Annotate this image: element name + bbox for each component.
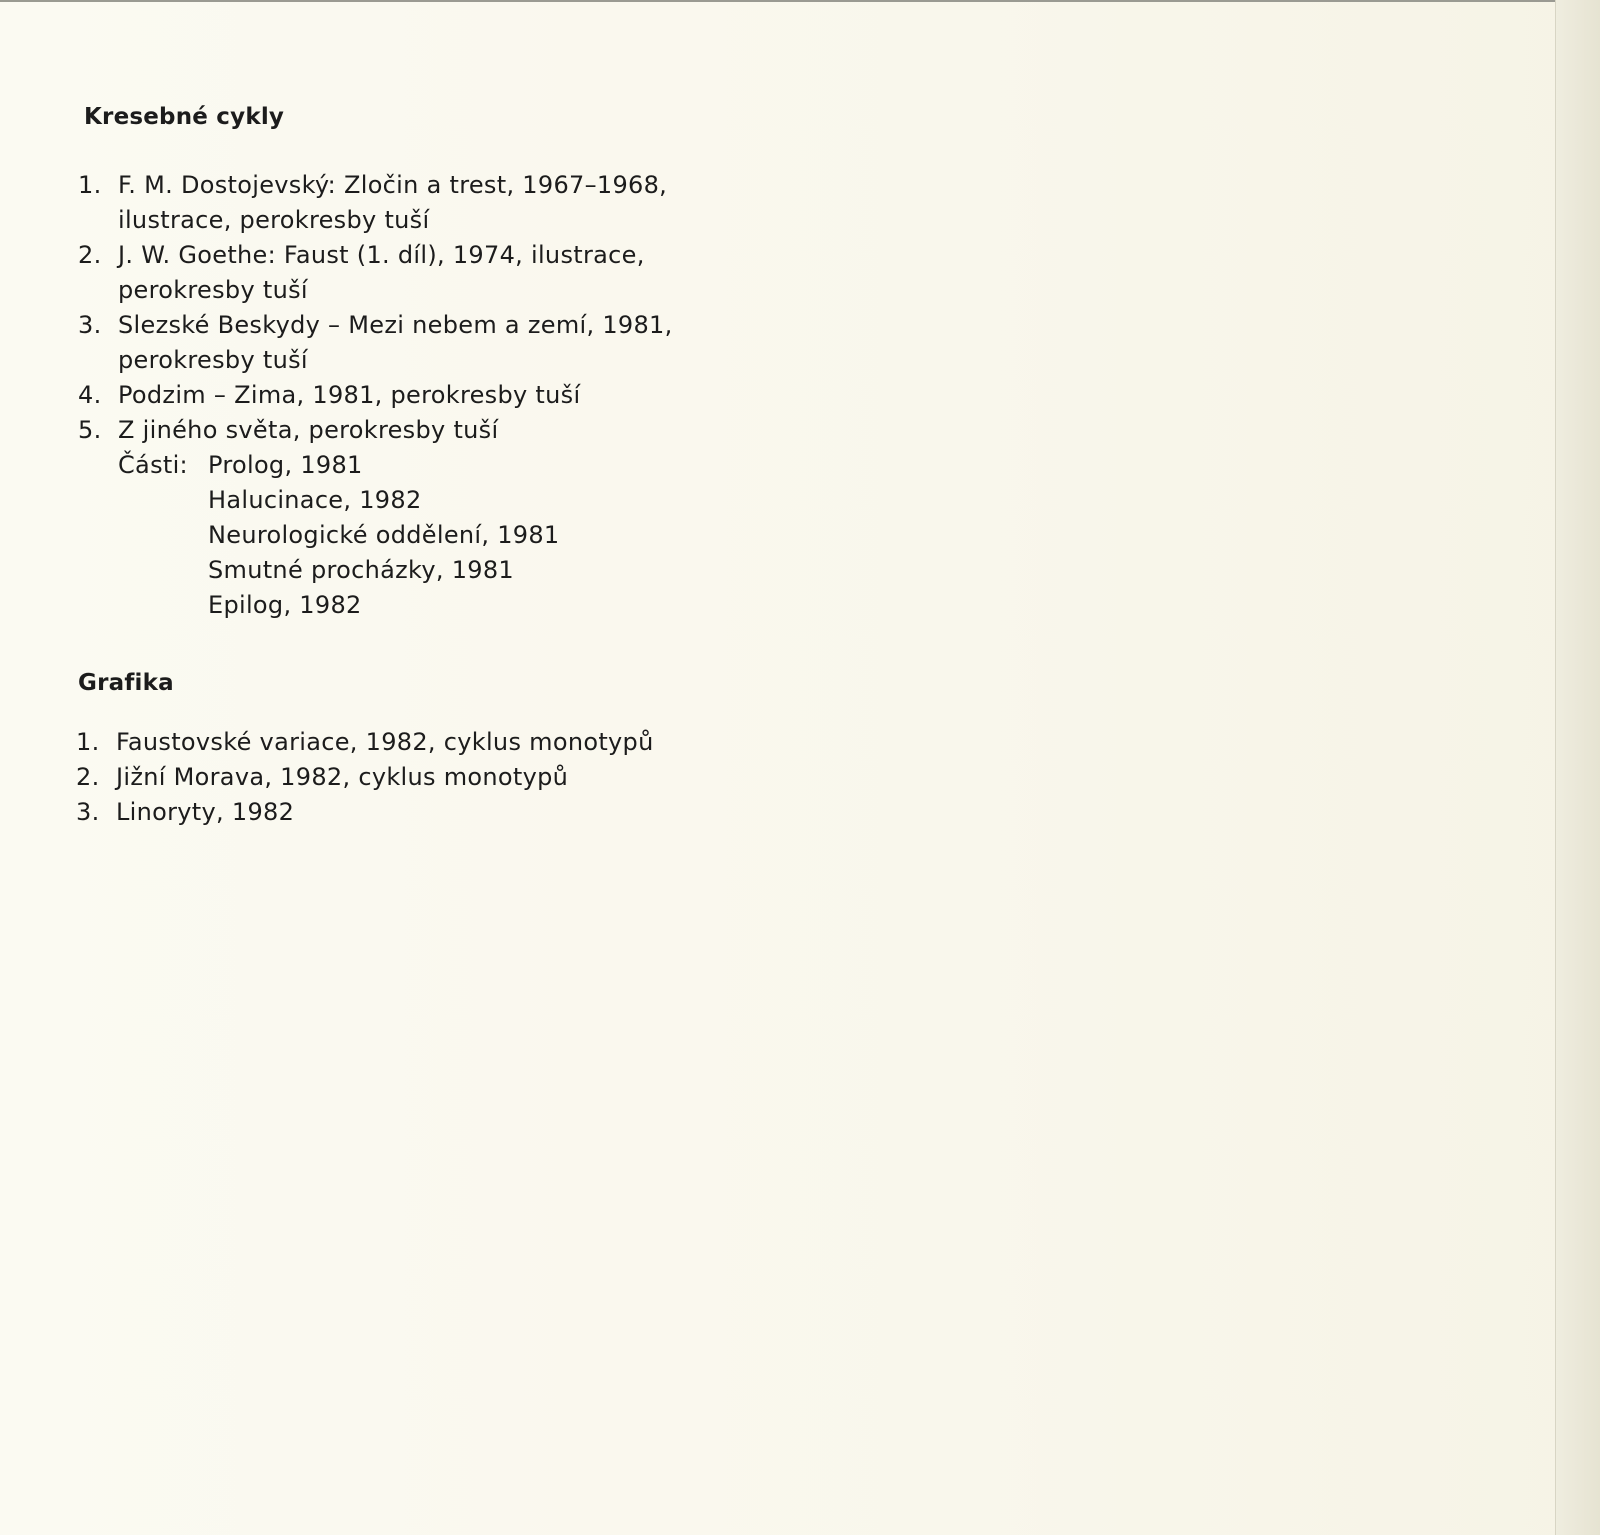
list-item [76,795,956,830]
item-text: Z jiného světa, perokresby tuší [118,416,499,444]
item-text: Faustovské variace, 1982, cyklus monotypů [116,728,654,756]
list-item [78,238,958,308]
part-entry: Neurologické oddělení, 1981 [208,521,560,549]
item-number: 1. [78,171,102,199]
item-text: perokresby tuší [118,346,308,374]
drawing-cycles-list [78,168,958,623]
parts-list [78,448,958,623]
item-number: 3. [78,311,102,339]
item-number: 5. [78,416,102,444]
item-text: ilustrace, perokresby tuší [118,206,430,234]
item-text: perokresby tuší [118,276,308,304]
list-item [78,168,958,238]
list-item [78,308,958,378]
section-title-drawing-cycles: Kresebné cykly [84,104,285,130]
parts-label: Části: [118,451,188,479]
item-text: J. W. Goethe: Faust (1. díl), 1974, ilustrace, [118,241,645,269]
list-item [78,413,958,448]
item-text: F. M. Dostojevský: Zločin a trest, 1967–1968, [118,171,668,199]
item-text: Linoryty, 1982 [116,798,295,826]
item-number: 2. [78,241,102,269]
item-number: 4. [78,381,102,409]
page-edge [1555,0,1600,1535]
part-entry: Epilog, 1982 [208,591,362,619]
item-number: 2. [76,763,100,791]
item-text: Slezské Beskydy – Mezi nebem a zemí, 1981, [118,311,673,339]
item-text: Jižní Morava, 1982, cyklus monotypů [116,763,569,791]
item-text: Podzim – Zima, 1981, perokresby tuší [118,381,581,409]
list-item [78,378,958,413]
part-entry: Prolog, 1981 [208,451,363,479]
item-number: 1. [76,728,100,756]
graphics-list [76,725,956,830]
top-rule [0,0,1556,2]
part-entry: Smutné procházky, 1981 [208,556,514,584]
part-entry: Halucinace, 1982 [208,486,422,514]
list-item [76,725,956,760]
section-title-graphics: Grafika [78,670,174,696]
list-item [76,760,956,795]
item-number: 3. [76,798,100,826]
